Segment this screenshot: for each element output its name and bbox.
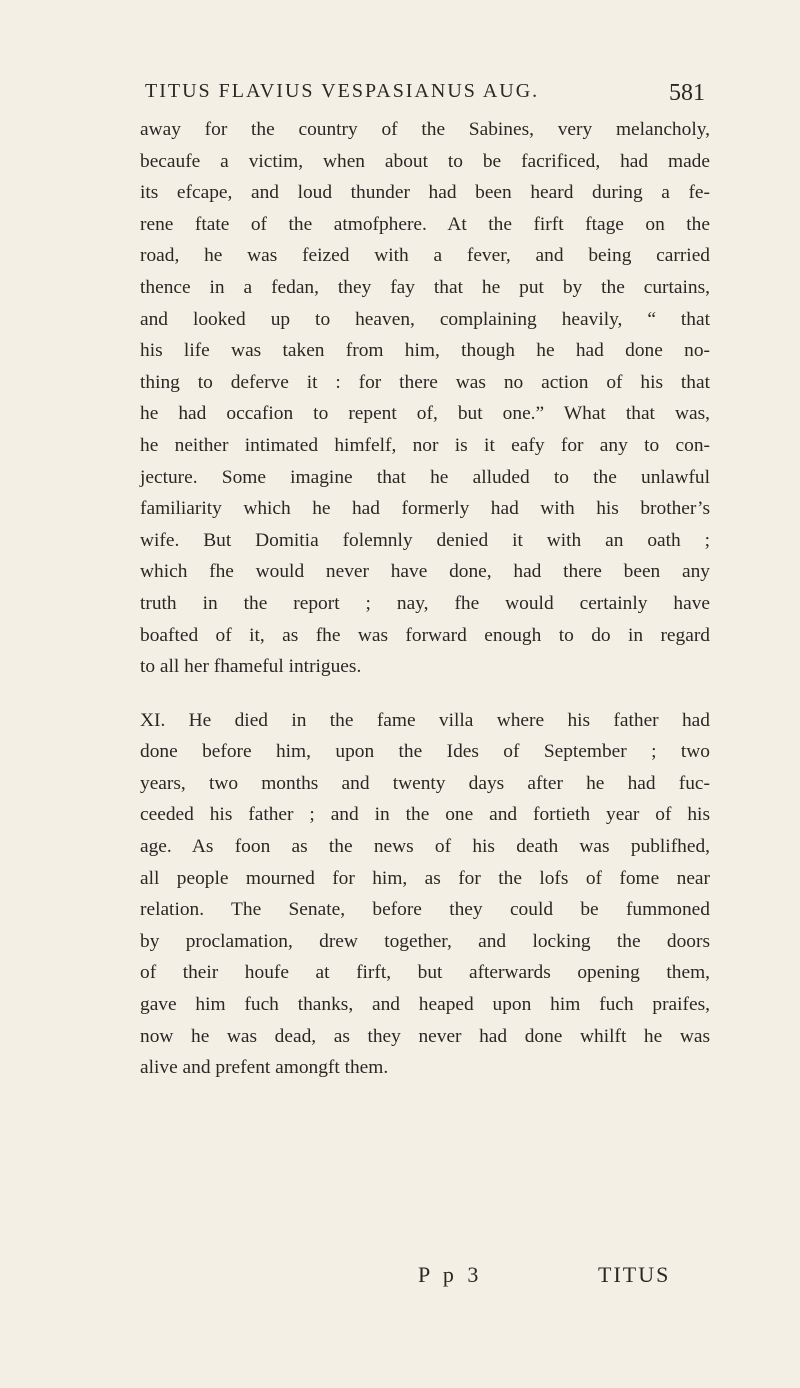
text-line: his life was taken from him, though he had done no- [140, 340, 710, 362]
text-line: and looked up to heaven, complaining heavily, “ that [140, 308, 710, 330]
text-line: its efcape, and loud thunder had been heard during a fe- [140, 182, 710, 204]
running-title: TITUS FLAVIUS VESPASIANUS AUG. [145, 80, 540, 102]
text-line: alive and prefent amongft them. [140, 1057, 389, 1079]
page-footer [0, 1262, 800, 1302]
text-line: boafted of it, as fhe was forward enough to do in regard [140, 624, 710, 646]
text-line: now he was dead, as they never had done whilft he was [140, 1025, 710, 1047]
text-line: ceeded his father ; and in the one and fortieth year of his [140, 804, 710, 826]
text-line: by proclamation, drew together, and locking the doors [140, 930, 710, 952]
text-line: age. As foon as the news of his death was publifhed, [140, 836, 710, 858]
catchword: TITUS [598, 1262, 671, 1287]
text-line: road, he was feized with a fever, and being carried [140, 245, 710, 267]
text-line: thing to deferve it : for there was no action of his that [140, 371, 710, 393]
text-line: which fhe would never have done, had there been any [140, 561, 710, 583]
text-line: he had occafion to repent of, but one.” What that was, [140, 403, 710, 425]
body-text [140, 114, 710, 1084]
text-line: all people mourned for him, as for the lofs of fome near [140, 867, 710, 889]
paragraph-gap [140, 683, 710, 705]
text-line: relation. The Senate, before they could be fummoned [140, 899, 710, 921]
text-line: gave him fuch thanks, and heaped upon him fuch praifes, [140, 994, 710, 1016]
text-line: truth in the report ; nay, fhe would certainly have [140, 592, 710, 614]
text-line: XI. He died in the fame villa where his father had [140, 709, 710, 731]
paragraph-1 [140, 114, 710, 683]
text-line: rene ftate of the atmofphere. At the firft ftage on the [140, 213, 710, 235]
text-line: familiarity which he had formerly had with his brother’s [140, 498, 710, 520]
text-line: done before him, upon the Ides of September ; two [140, 741, 710, 763]
text-line: becaufe a victim, when about to be facrificed, had made [140, 150, 710, 172]
text-line: wife. But Domitia folemnly denied it with an oath ; [140, 529, 710, 551]
text-line: away for the country of the Sabines, very melancholy, [140, 119, 710, 140]
text-line: of their houfe at firft, but afterwards opening them, [140, 962, 710, 984]
signature-mark: P p 3 [418, 1262, 483, 1287]
text-line: to all her fhameful intrigues. [140, 656, 362, 678]
paragraph-2 [140, 705, 710, 1084]
text-line: he neither intimated himfelf, nor is it eafy for any to con- [140, 434, 710, 456]
text-line: thence in a fedan, they fay that he put by the curtains, [140, 276, 710, 298]
text-line: jecture. Some imagine that he alluded to the unlawful [140, 466, 710, 488]
page-number: 581 [669, 80, 705, 106]
text-line: years, two months and twenty days after he had fuc- [140, 772, 710, 794]
